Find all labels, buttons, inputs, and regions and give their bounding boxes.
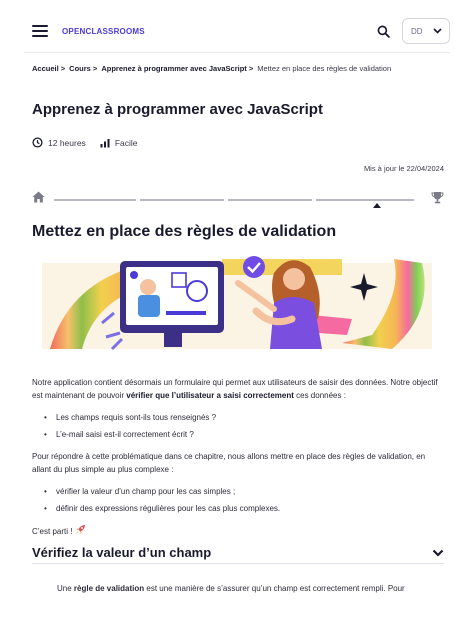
- plan-list: [32, 485, 444, 515]
- list-item: • Les champs requis sont-ils tous renseignés ?: [44, 411, 444, 424]
- breadcrumb-home[interactable]: Accueil: [32, 64, 59, 73]
- paragraph: C’est parti !: [32, 524, 444, 538]
- trophy-icon[interactable]: [431, 191, 444, 204]
- chevron-down-icon: [433, 28, 442, 34]
- progress-segment[interactable]: [228, 199, 312, 201]
- user-initials: DD: [411, 26, 423, 36]
- list-item: • L’e-mail saisi est-il correctement écrit ?: [44, 428, 444, 441]
- course-meta: [32, 137, 152, 148]
- home-icon[interactable]: [32, 191, 45, 203]
- progress-segment[interactable]: [316, 199, 414, 201]
- question-list: [32, 411, 444, 441]
- course-duration: 12 heures: [48, 137, 86, 148]
- difficulty-bars-icon: [100, 138, 110, 148]
- course-title: Apprenez à programmer avec JavaScript: [32, 101, 323, 118]
- header-divider: [24, 52, 450, 53]
- menu-icon[interactable]: [32, 25, 48, 37]
- chapter-content: [32, 376, 444, 547]
- course-progress: [32, 190, 444, 206]
- list-item: • vérifier la valeur d’un champ pour les cas simples ;: [44, 485, 444, 498]
- list-item: • définir des expressions régulières pour les cas plus complexes.: [44, 502, 444, 515]
- section-paragraph: Une règle de validation est une manière de s’assurer qu’un champ est correctement rempli. Pour: [57, 584, 405, 593]
- progress-segment[interactable]: [54, 199, 136, 201]
- section-title: Vérifiez la valeur d’un champ: [32, 545, 212, 560]
- chevron-down-icon[interactable]: [432, 549, 444, 557]
- paragraph: Notre application contient désormais un formulaire qui permet aux utilisateurs de saisir des données. Notre objectif est maintenant de pouvoir vérifier que l’utilisateur a saisi correctement ces données :: [32, 378, 438, 400]
- breadcrumb-current: Mettez en place des règles de validation: [257, 64, 392, 73]
- current-position-marker: [373, 203, 381, 208]
- user-menu-select[interactable]: [402, 18, 450, 44]
- breadcrumb: Accueil > Cours > Apprenez à programmer avec JavaScript > Mettez en place des règles de validation: [32, 64, 392, 73]
- section-accordion-header[interactable]: [32, 542, 444, 564]
- breadcrumb-course[interactable]: Apprenez à programmer avec JavaScript: [101, 64, 247, 73]
- clock-icon: [32, 137, 43, 148]
- rocket-icon: [75, 524, 86, 535]
- paragraph: Pour répondre à cette problématique dans ce chapitre, nous allons mettre en place des règles de validation, en allant du plus simple au plus complexe :: [32, 452, 426, 474]
- logo[interactable]: OPENCLASSROOMS: [62, 26, 145, 36]
- progress-segment[interactable]: [140, 199, 224, 201]
- updated-date: Mis à jour le 22/04/2024: [363, 164, 444, 173]
- course-level: Facile: [114, 137, 138, 148]
- chapter-illustration: [42, 253, 432, 359]
- breadcrumb-courses[interactable]: Cours: [69, 64, 91, 73]
- chapter-title: Mettez en place des règles de validation: [32, 223, 337, 240]
- search-icon[interactable]: [372, 20, 394, 42]
